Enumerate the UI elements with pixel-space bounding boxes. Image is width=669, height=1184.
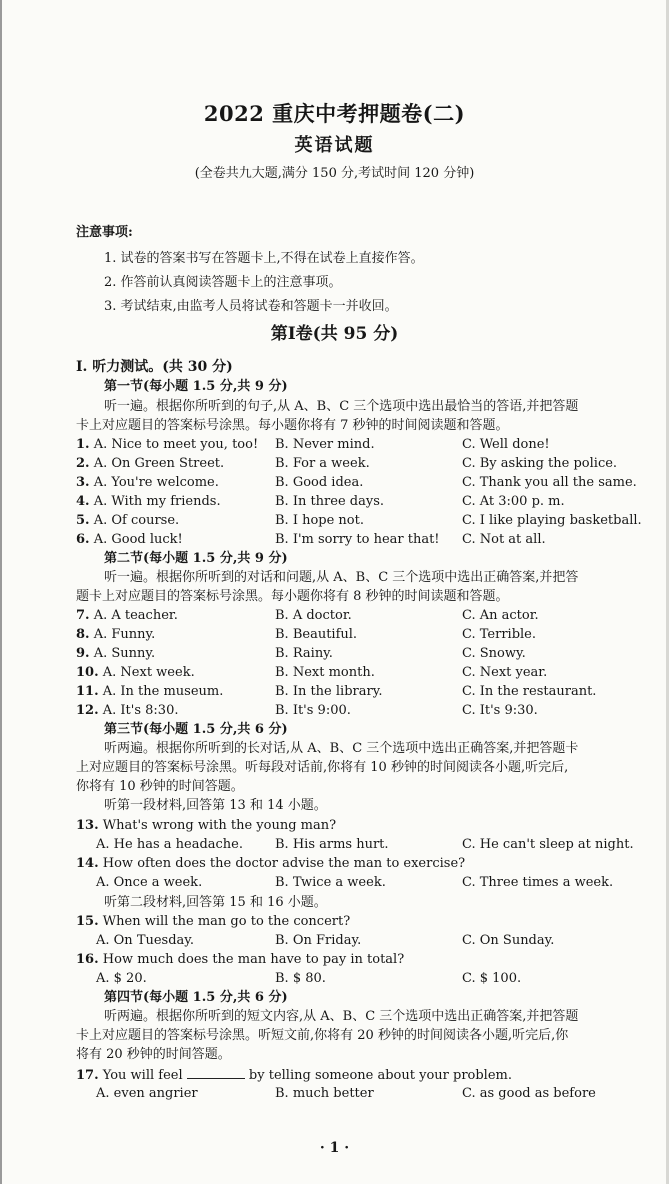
- subsection-head: 第一节(每小题 1.5 分,共 9 分): [104, 379, 288, 394]
- question-number: 9.: [76, 646, 90, 661]
- question-number: 8.: [76, 627, 90, 642]
- option-a: A. A teacher.: [93, 608, 178, 623]
- option-b: B. His arms hurt.: [275, 837, 389, 852]
- instruction-line: 卡上对应题目的答案标号涂黑。每小题你将有 7 秒钟的时间阅读题和答题。: [76, 418, 509, 433]
- option-c: C. At 3:00 p. m.: [462, 494, 565, 509]
- option-a: A. Sunny.: [93, 646, 156, 661]
- exam-title: 2022 重庆中考押题卷(二): [203, 101, 466, 126]
- option-a: A. even angrier: [96, 1086, 198, 1101]
- question-stem: How much does the man have to pay in total?: [102, 952, 405, 967]
- part-heading: 第Ⅰ卷(共 95 分): [270, 324, 399, 344]
- option-a: A. Nice to meet you, too!: [93, 437, 259, 452]
- option-c: C. Snowy.: [462, 646, 526, 661]
- option-c: C. as good as before: [462, 1086, 596, 1101]
- exam-note: (全卷共九大题,满分 150 分,考试时间 120 分钟): [194, 166, 475, 181]
- instruction-line: 听两遍。根据你所听到的短文内容,从 A、B、C 三个选项中选出正确答案,并把答题: [104, 1009, 579, 1024]
- notes-item: 2. 作答前认真阅读答题卡上的注意事项。: [104, 275, 342, 290]
- option-a: A. Funny.: [93, 627, 156, 642]
- option-b: B. Beautiful.: [275, 627, 358, 642]
- option-c: C. Not at all.: [462, 532, 546, 547]
- question-number: 16.: [76, 952, 99, 967]
- instruction-line: 听一遍。根据你所听到的对话和问题,从 A、B、C 三个选项中选出正确答案,并把答: [104, 570, 579, 585]
- section-heading: Ⅰ. 听力测试。(共 30 分): [76, 359, 233, 375]
- notes-heading: 注意事项:: [76, 225, 133, 240]
- question-number: 5.: [76, 513, 90, 528]
- option-c: C. Next year.: [462, 665, 548, 680]
- option-c: C. An actor.: [462, 608, 539, 623]
- material-note: 听第二段材料,回答第 15 和 16 小题。: [104, 895, 327, 910]
- option-b: B. Good idea.: [275, 475, 364, 490]
- option-b: B. In three days.: [275, 494, 385, 509]
- option-b: B. It's 9:00.: [275, 703, 351, 718]
- question-number: 1.: [76, 437, 90, 452]
- instruction-line: 你将有 10 秒钟的时间答题。: [76, 779, 244, 794]
- question-number: 15.: [76, 914, 99, 929]
- instruction-line: 题卡上对应题目的答案标号涂黑。每小题你将有 8 秒钟的时间读题和答题。: [76, 589, 509, 604]
- material-note: 听第一段材料,回答第 13 和 14 小题。: [104, 798, 327, 813]
- option-a: A. $ 20.: [96, 971, 147, 986]
- question-number: 4.: [76, 494, 90, 509]
- option-b: B. much better: [275, 1086, 374, 1101]
- answer-blank: [187, 1066, 245, 1079]
- notes-item: 1. 试卷的答案书写在答题卡上,不得在试卷上直接作答。: [104, 251, 424, 266]
- option-b: B. For a week.: [275, 456, 370, 471]
- option-b: B. Next month.: [275, 665, 375, 680]
- option-b: B. $ 80.: [275, 971, 326, 986]
- option-b: B. On Friday.: [275, 933, 362, 948]
- option-a: A. With my friends.: [93, 494, 221, 509]
- question-number: 7.: [76, 608, 90, 623]
- question-number: 14.: [76, 856, 99, 871]
- question-stem-after: by telling someone about your problem.: [248, 1068, 512, 1083]
- option-c: C. In the restaurant.: [462, 684, 597, 699]
- option-a: A. It's 8:30.: [102, 703, 179, 718]
- question-number: 2.: [76, 456, 90, 471]
- option-c: C. By asking the police.: [462, 456, 618, 471]
- question-number: 17.: [76, 1068, 99, 1083]
- question-stem: How often does the doctor advise the man to exercise?: [102, 856, 466, 871]
- option-c: C. On Sunday.: [462, 933, 555, 948]
- question-number: 11.: [76, 684, 99, 699]
- subsection-head: 第二节(每小题 1.5 分,共 9 分): [104, 551, 288, 566]
- option-a: A. On Green Street.: [93, 456, 225, 471]
- option-a: A. Good luck!: [93, 532, 183, 547]
- question-number: 3.: [76, 475, 90, 490]
- instruction-line: 听两遍。根据你所听到的长对话,从 A、B、C 三个选项中选出正确答案,并把答题卡: [104, 741, 579, 756]
- option-a: A. He has a headache.: [96, 837, 243, 852]
- page-number: · 1 ·: [319, 1140, 350, 1156]
- instruction-line: 将有 20 秒钟的时间答题。: [76, 1047, 231, 1062]
- question-number: 12.: [76, 703, 99, 718]
- option-a: A. You're welcome.: [93, 475, 219, 490]
- option-a: A. Once a week.: [96, 875, 203, 890]
- option-c: C. Thank you all the same.: [462, 475, 637, 490]
- instruction-line: 听一遍。根据你所听到的句子,从 A、B、C 三个选项中选出最恰当的答语,并把答题: [104, 399, 579, 414]
- option-b: B. I'm sorry to hear that!: [275, 532, 440, 547]
- option-b: B. A doctor.: [275, 608, 352, 623]
- exam-subtitle: 英语试题: [294, 135, 375, 156]
- instruction-line: 卡上对应题目的答案标号涂黑。听短文前,你将有 20 秒钟的时间阅读各小题,听完后,你: [76, 1028, 569, 1043]
- option-b: B. In the library.: [275, 684, 383, 699]
- option-c: C. I like playing basketball.: [462, 513, 642, 528]
- instruction-line: 上对应题目的答案标号涂黑。听每段对话前,你将有 10 秒钟的时间阅读各小题,听完后,: [76, 760, 569, 775]
- option-a: A. On Tuesday.: [96, 933, 195, 948]
- option-b: B. Never mind.: [275, 437, 375, 452]
- option-b: B. Twice a week.: [275, 875, 386, 890]
- subsection-head: 第三节(每小题 1.5 分,共 6 分): [104, 722, 288, 737]
- option-a: A. In the museum.: [102, 684, 224, 699]
- option-c: C. It's 9:30.: [462, 703, 538, 718]
- option-a: A. Of course.: [93, 513, 180, 528]
- question-number: 6.: [76, 532, 90, 547]
- question-stem: What's wrong with the young man?: [102, 818, 337, 833]
- option-c: C. $ 100.: [462, 971, 522, 986]
- option-c: C. Terrible.: [462, 627, 536, 642]
- question-number: 13.: [76, 818, 99, 833]
- question-number: 10.: [76, 665, 99, 680]
- option-b: B. Rainy.: [275, 646, 333, 661]
- option-c: C. Three times a week.: [462, 875, 614, 890]
- subsection-head: 第四节(每小题 1.5 分,共 6 分): [104, 990, 288, 1005]
- question-stem: When will the man go to the concert?: [102, 914, 351, 929]
- question-stem-before: You will feel: [102, 1068, 183, 1083]
- option-b: B. I hope not.: [275, 513, 364, 528]
- option-c: C. He can't sleep at night.: [462, 837, 634, 852]
- notes-item: 3. 考试结束,由监考人员将试卷和答题卡一并收回。: [104, 299, 398, 314]
- option-c: C. Well done!: [462, 437, 550, 452]
- option-a: A. Next week.: [102, 665, 195, 680]
